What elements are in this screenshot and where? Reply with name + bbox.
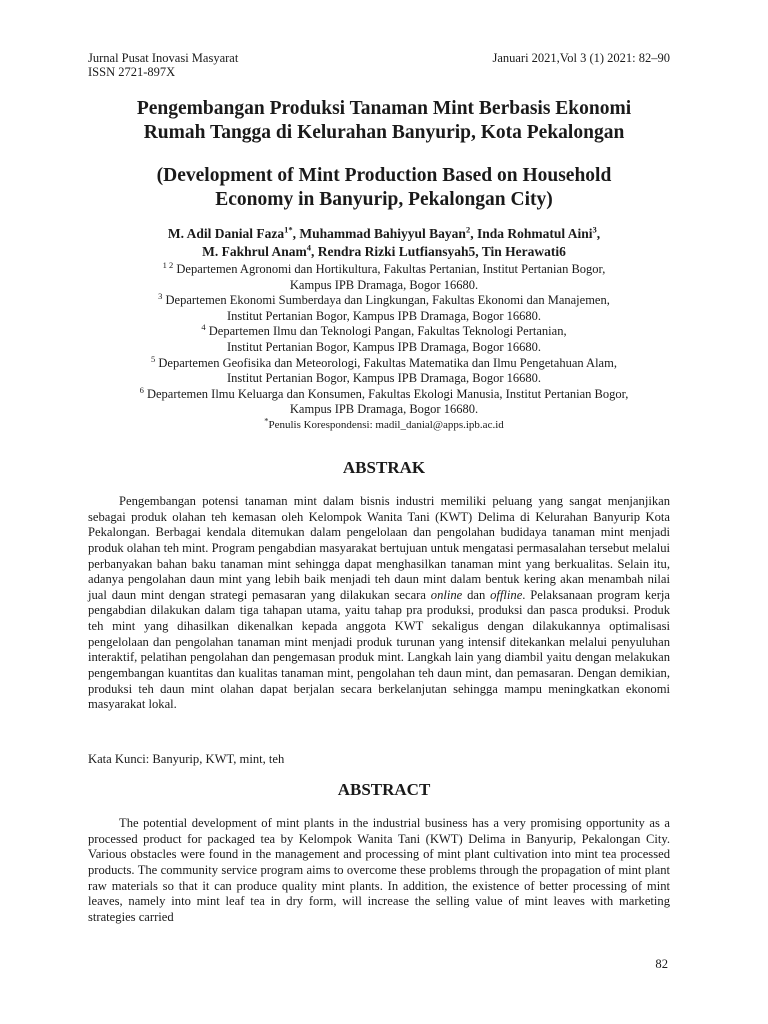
abstrak-text: dan bbox=[462, 587, 491, 602]
affiliation-sup: 6 bbox=[139, 384, 144, 395]
author-line-2: M. Fakhrul Anam$^4$, Rendra Rizki Lutfiansyah5, Tin Herawati6 bbox=[202, 242, 566, 259]
affiliation-line bbox=[70, 353, 698, 372]
affiliation-line bbox=[70, 293, 698, 309]
abstrak-italic-online: online bbox=[430, 587, 463, 602]
author-name: M. Fakhrul Anam bbox=[202, 244, 307, 259]
author-name: Inda Rohmatul Aini bbox=[476, 226, 593, 241]
issn: ISSN 2721-897X bbox=[88, 65, 176, 79]
journal-name: Jurnal Pusat Inovasi Masyarat bbox=[88, 51, 239, 65]
affiliation-line: Kampus IPB Dramaga, Bogor 16680. bbox=[289, 402, 479, 417]
affiliation-sup: 1 2 bbox=[162, 259, 174, 270]
author-sup: 3 bbox=[592, 224, 597, 235]
affiliation-line: Institut Pertanian Bogor, Kampus IPB Dramaga, Bogor 16680. bbox=[226, 308, 542, 323]
title-id-line-1: Pengembangan Produksi Tanaman Mint Berbasis Ekonomi bbox=[136, 98, 632, 119]
author-name: Muhammad Bahiyyul Bayan bbox=[299, 226, 466, 241]
author-name: Tin Herawati6 bbox=[481, 244, 566, 259]
author-sup: 1* bbox=[284, 224, 293, 235]
abstrak-text: Pengembangan potensi tanaman mint dalam bisnis industri memiliki peluang yang sangat menjanjikan sebagai produk olahan teh kemasan oleh Kelompok Wanita Tani (KWT) Delima di Kelurahan Banyurip Kota Pekalongan. Berbagai kendala ditemukan dalam pengelolaan dan pengolahan budidaya tanaman mint menjadi produk olahan teh mint. Program pengabdian masyarakat bertujuan untuk mengatasi permasalahan tersebut melalui perbanyakan bahan baku tanaman mint sehingga dapat menghasilkan tanaman mint yang berkualitas. Selain itu, adanya pengolahan daun mint yang lebih baik menjadi teh daun mint dalam bentuk kering akan menambah nilai jual daun mint dengan strategi pemasaran yang dilakukan secara bbox=[88, 494, 670, 602]
abstrak-paragraph bbox=[88, 494, 670, 713]
corresponding-sup: * bbox=[264, 415, 269, 426]
issue-info: Januari 2021,Vol 3 (1) 2021: 82–90 bbox=[492, 51, 670, 65]
abstrak-heading: ABSTRAK bbox=[342, 458, 426, 477]
affiliation-line: Institut Pertanian Bogor, Kampus IPB Dramaga, Bogor 16680. bbox=[226, 371, 542, 386]
affiliation-text: Departemen Ilmu Keluarga dan Konsumen, Fakultas Ekologi Manusia, Institut Pertanian Bogor, bbox=[146, 386, 629, 401]
affiliation-line: Kampus IPB Dramaga, Bogor 16680. bbox=[289, 277, 479, 292]
affiliation-sup: 3 bbox=[158, 291, 163, 302]
author-sup: 2 bbox=[465, 224, 471, 235]
title-en-line-2: Economy in Banyurip, Pekalongan City) bbox=[215, 189, 553, 210]
affiliation-text: Departemen Ilmu dan Teknologi Pangan, Fakultas Teknologi Pertanian, bbox=[208, 324, 567, 339]
abstrak-italic-offline: offline bbox=[490, 587, 523, 602]
affiliation-line bbox=[70, 324, 698, 340]
author-list bbox=[60, 225, 708, 261]
title-english bbox=[60, 164, 708, 212]
abstrak-text: . Pelaksanaan program kerja pengabdian dilakukan dalam tiga tahapan utama, yaitu tahap pra produksi, produksi dan pasca produksi. Produk teh mint yang dihasilkan dikenalkan kepada anggota KWT sekaligus dengan dilakukannya optimalisasi pengelolaan dan pengolahan tanaman mint menjadi produk turunan yang intensif ditekankan melalui penyuluhan interaktif, pelatihan pengolahan dan pengemasan produk mint. Langkah lain yang diambil yaitu dengan melakukan pengembangan kuantitas dan kualitas tanaman mint, pengolahan teh daun mint, dan pemasaran. Dengan demikian, produksi teh daun mint olahan dapat berjalan secara berkelanjutan sehingga mampu meningkatkan ekonomi masyarakat lokal. bbox=[88, 587, 671, 712]
abstract-heading: ABSTRACT bbox=[337, 780, 431, 799]
corresponding-text: Penulis Korespondensi: madil_danial@apps.ipb.ac.id bbox=[268, 418, 504, 431]
affiliation-text: Departemen Agronomi dan Hortikultura, Fakultas Pertanian, Institut Pertanian Bogor, bbox=[176, 262, 606, 276]
affiliation-line bbox=[70, 259, 698, 278]
affiliation-sup: 4 bbox=[201, 322, 206, 333]
affiliation-sup: 5 bbox=[151, 353, 156, 364]
title-indonesian bbox=[60, 97, 708, 145]
author-name: M. Adil Danial Faza bbox=[167, 226, 285, 241]
affiliations bbox=[70, 259, 698, 434]
corresponding-author bbox=[70, 415, 698, 434]
affiliation-line bbox=[70, 384, 698, 403]
affiliation-text: Departemen Geofisika dan Meteorologi, Fakultas Matematika dan Ilmu Pengetahuan Alam, bbox=[158, 355, 617, 370]
abstract-paragraph: The potential development of mint plants in the industrial business has a very promising opportunity as a processed product for packaged tea by Kelompok Wanita Tani (KWT) Delima in Banyurip, Pekalongan City. Various obstacles were found in the management and processing of mint plant cultivation into mint tea processed products. The community service program aims to overcome these problems through the propagation of mint plant raw materials so that it can produce quality mint plants. In addition, the existence of better processing of mint leaves, namely into mint leaf tea in dry form, will increase the selling value of mint leaves with marketing strategies carried bbox=[88, 816, 670, 924]
journal-info bbox=[88, 51, 238, 79]
title-id-line-2: Rumah Tangga di Kelurahan Banyurip, Kota Pekalongan bbox=[143, 122, 625, 143]
author-name: Rendra Rizki Lutfiansyah5 bbox=[317, 244, 476, 259]
affiliation-line: Institut Pertanian Bogor, Kampus IPB Dramaga, Bogor 16680. bbox=[226, 339, 542, 354]
author-sup: 4 bbox=[306, 242, 311, 253]
keywords: Kata Kunci: Banyurip, KWT, mint, teh bbox=[88, 752, 285, 766]
affiliation-text: Departemen Ekonomi Sumberdaya dan Lingkungan, Fakultas Ekonomi dan Manajemen, bbox=[165, 293, 610, 308]
title-en-line-1: (Development of Mint Production Based on Household bbox=[156, 165, 612, 186]
author-line-1: M. Adil Danial Faza$^{1*}$, Muhammad Bahiyyul Bayan$^2$, Inda Rohmatul Aini$^3$, bbox=[167, 224, 601, 241]
page-number: 82 bbox=[655, 957, 668, 971]
